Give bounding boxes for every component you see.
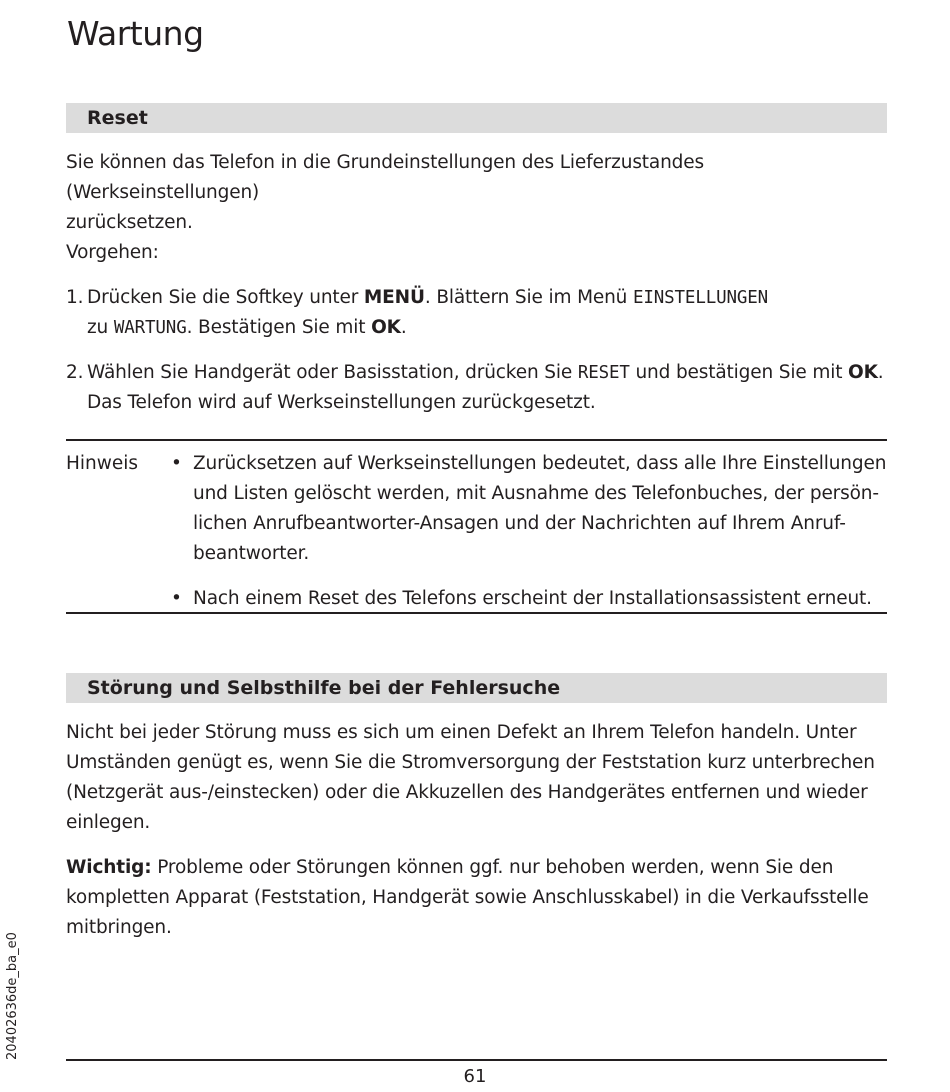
important-label: Wichtig: [66, 857, 152, 878]
text-line: einlegen. [66, 812, 151, 833]
text-line: Das Telefon wird auf Werkseinstellungen zurückgesetzt. [87, 392, 596, 413]
procedure-label: Vorgehen: [66, 242, 159, 263]
text-line: lichen Anrufbeantworter-Ansagen und der Nachrichten auf Ihrem Anruf- [193, 513, 846, 534]
text-line: (Netzgerät aus-/einstecken) oder die Akkuzellen des Handgerätes entfernen und wieder [66, 782, 868, 803]
text-line: beantworter. [193, 543, 310, 564]
display-text: WARTUNG [113, 318, 187, 338]
text-line: Umständen genügt es, wenn Sie die Stromversorgung der Feststation kurz unterbrechen [66, 752, 875, 773]
text: Drücken Sie die Softkey unter [87, 287, 364, 308]
display-text: RESET [577, 363, 630, 383]
text-line: zurücksetzen. [66, 212, 193, 233]
step-2 [66, 358, 896, 418]
hint-label: Hinweis [66, 453, 139, 474]
text: . Bestätigen Sie mit [186, 317, 372, 338]
text: zu [87, 317, 114, 338]
key-label-ok: OK [371, 317, 401, 338]
divider [66, 612, 887, 614]
step-1 [66, 283, 896, 343]
bullet-icon: • [171, 588, 182, 609]
section-heading-troubleshooting [66, 673, 887, 703]
page-title: Wartung [67, 14, 204, 53]
bullet-icon: • [171, 453, 182, 474]
text: Wählen Sie Handgerät oder Basisstation, drücken Sie [87, 362, 578, 383]
troubleshooting-paragraph [66, 718, 896, 838]
divider [66, 439, 887, 441]
step-number: 1. [66, 287, 84, 308]
document-code: 20402636de_ba_e0 [5, 932, 20, 1060]
text-line: mitbringen. [66, 917, 172, 938]
section-heading-label: Störung und Selbsthilfe bei der Fehlersuche [87, 677, 561, 699]
text: und bestätigen Sie mit [629, 362, 849, 383]
key-label-ok: OK [848, 362, 878, 383]
section-heading-label: Reset [87, 107, 148, 129]
text: . [877, 362, 884, 383]
display-text: EINSTELLUNGEN [633, 288, 769, 308]
text: . [400, 317, 407, 338]
key-label-menu: MENÜ [363, 287, 425, 308]
section-heading-reset [66, 103, 887, 133]
text-line: Nicht bei jeder Störung muss es sich um einen Defekt an Ihrem Telefon handeln. Unter [66, 722, 857, 743]
important-note [66, 853, 896, 943]
reset-intro [66, 148, 896, 238]
text: . Blättern Sie im Menü [424, 287, 633, 308]
footer-rule [66, 1059, 887, 1061]
text: Probleme oder Störungen können ggf. nur behoben werden, wenn Sie den [151, 857, 834, 878]
page-number: 61 [463, 1066, 487, 1087]
text-line: und Listen gelöscht werden, mit Ausnahme des Telefonbuches, der persön- [193, 483, 879, 504]
hint-bullet-1 [193, 449, 893, 569]
text-line: Sie können das Telefon in die Grundeinstellungen des Lieferzustandes (Werkseinstellungen) [66, 152, 704, 203]
step-number: 2. [66, 362, 84, 383]
text-line: kompletten Apparat (Feststation, Handgerät sowie Anschlusskabel) in die Verkaufsstelle [66, 887, 869, 908]
hint-bullet-2: Nach einem Reset des Telefons erscheint der Installationsassistent erneut. [193, 588, 872, 609]
text-line: Zurücksetzen auf Werkseinstellungen bedeutet, dass alle Ihre Einstellungen [193, 453, 887, 474]
